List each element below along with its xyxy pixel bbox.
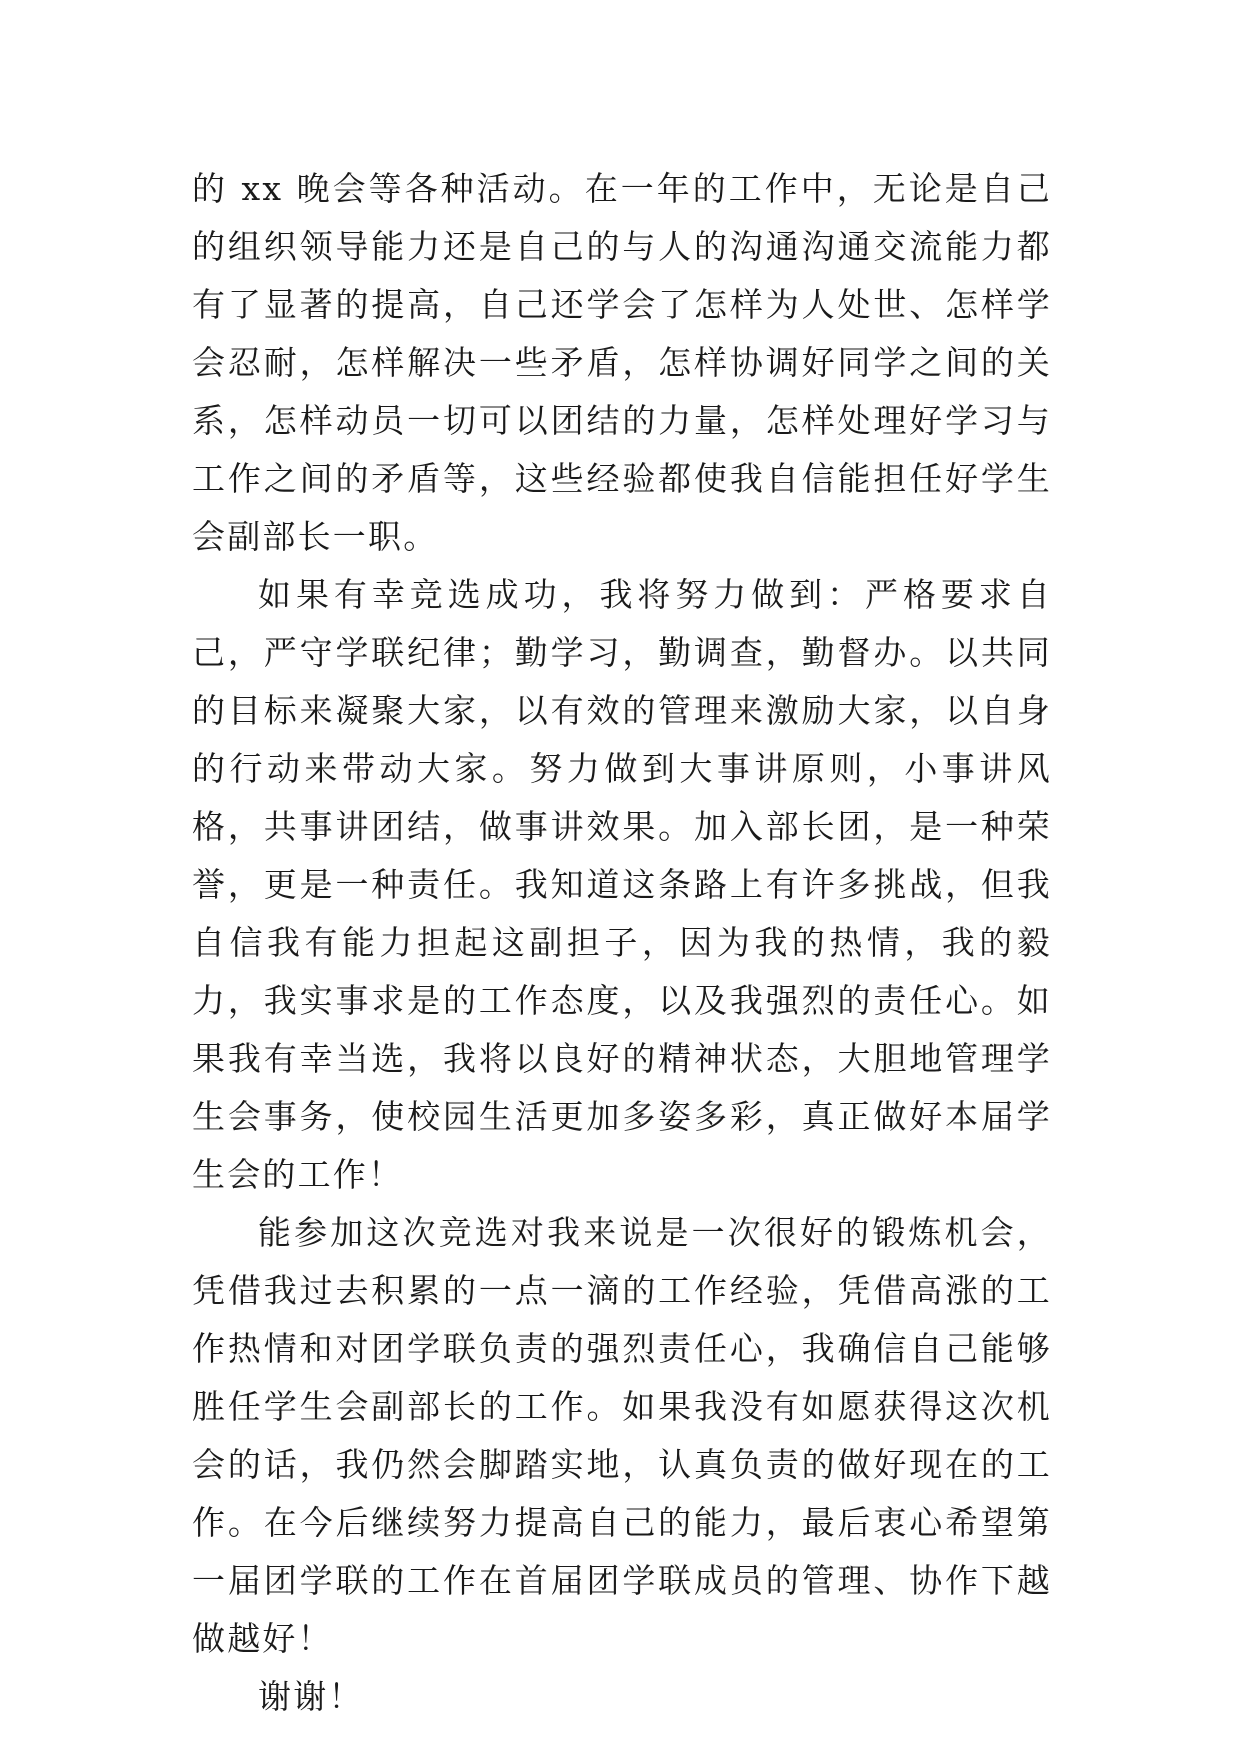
document-body xyxy=(192,160,1052,1726)
paragraph-commitment: 如果有幸竞选成功，我将努力做到：严格要求自己，严守学联纪律；勤学习，勤调查，勤督办。以共同的目标来凝聚大家，以有效的管理来激励大家，以自身的行动来带动大家。努力做到大事讲原则，小事讲风格，共事讲团结，做事讲效果。加入部长团，是一种荣誉，更是一种责任。我知道这条路上有许多挑战，但我自信我有能力担起这副担子，因为我的热情，我的毅力，我实事求是的工作态度，以及我强烈的责任心。如果我有幸当选，我将以良好的精神状态，大胆地管理学生会事务，使校园生活更加多姿多彩，真正做好本届学生会的工作！ xyxy=(192,575,1052,1194)
paragraph-conclusion: 能参加这次竞选对我来说是一次很好的锻炼机会，凭借我过去积累的一点一滴的工作经验，凭借高涨的工作热情和对团学联负责的强烈责任心，我确信自己能够胜任学生会副部长的工作。如果我没有如愿获得这次机会的话，我仍然会脚踏实地，认真负责的做好现在的工作。在今后继续努力提高自己的能力，最后衷心希望第一届团学联的工作在首届团学联成员的管理、协作下越做越好！ xyxy=(192,1213,1052,1658)
paragraph-continuation: 的 xx 晚会等各种活动。在一年的工作中，无论是自己的组织领导能力还是自己的与人的沟通沟通交流能力都有了显著的提高，自己还学会了怎样为人处世、怎样学会忍耐，怎样解决一些矛盾，怎样协调好同学之间的关系，怎样动员一切可以团结的力量，怎样处理好学习与工作之间的矛盾等，这些经验都使我自信能担任好学生会副部长一职。 xyxy=(192,169,1052,556)
paragraph-thanks: 谢谢！ xyxy=(258,1677,364,1716)
